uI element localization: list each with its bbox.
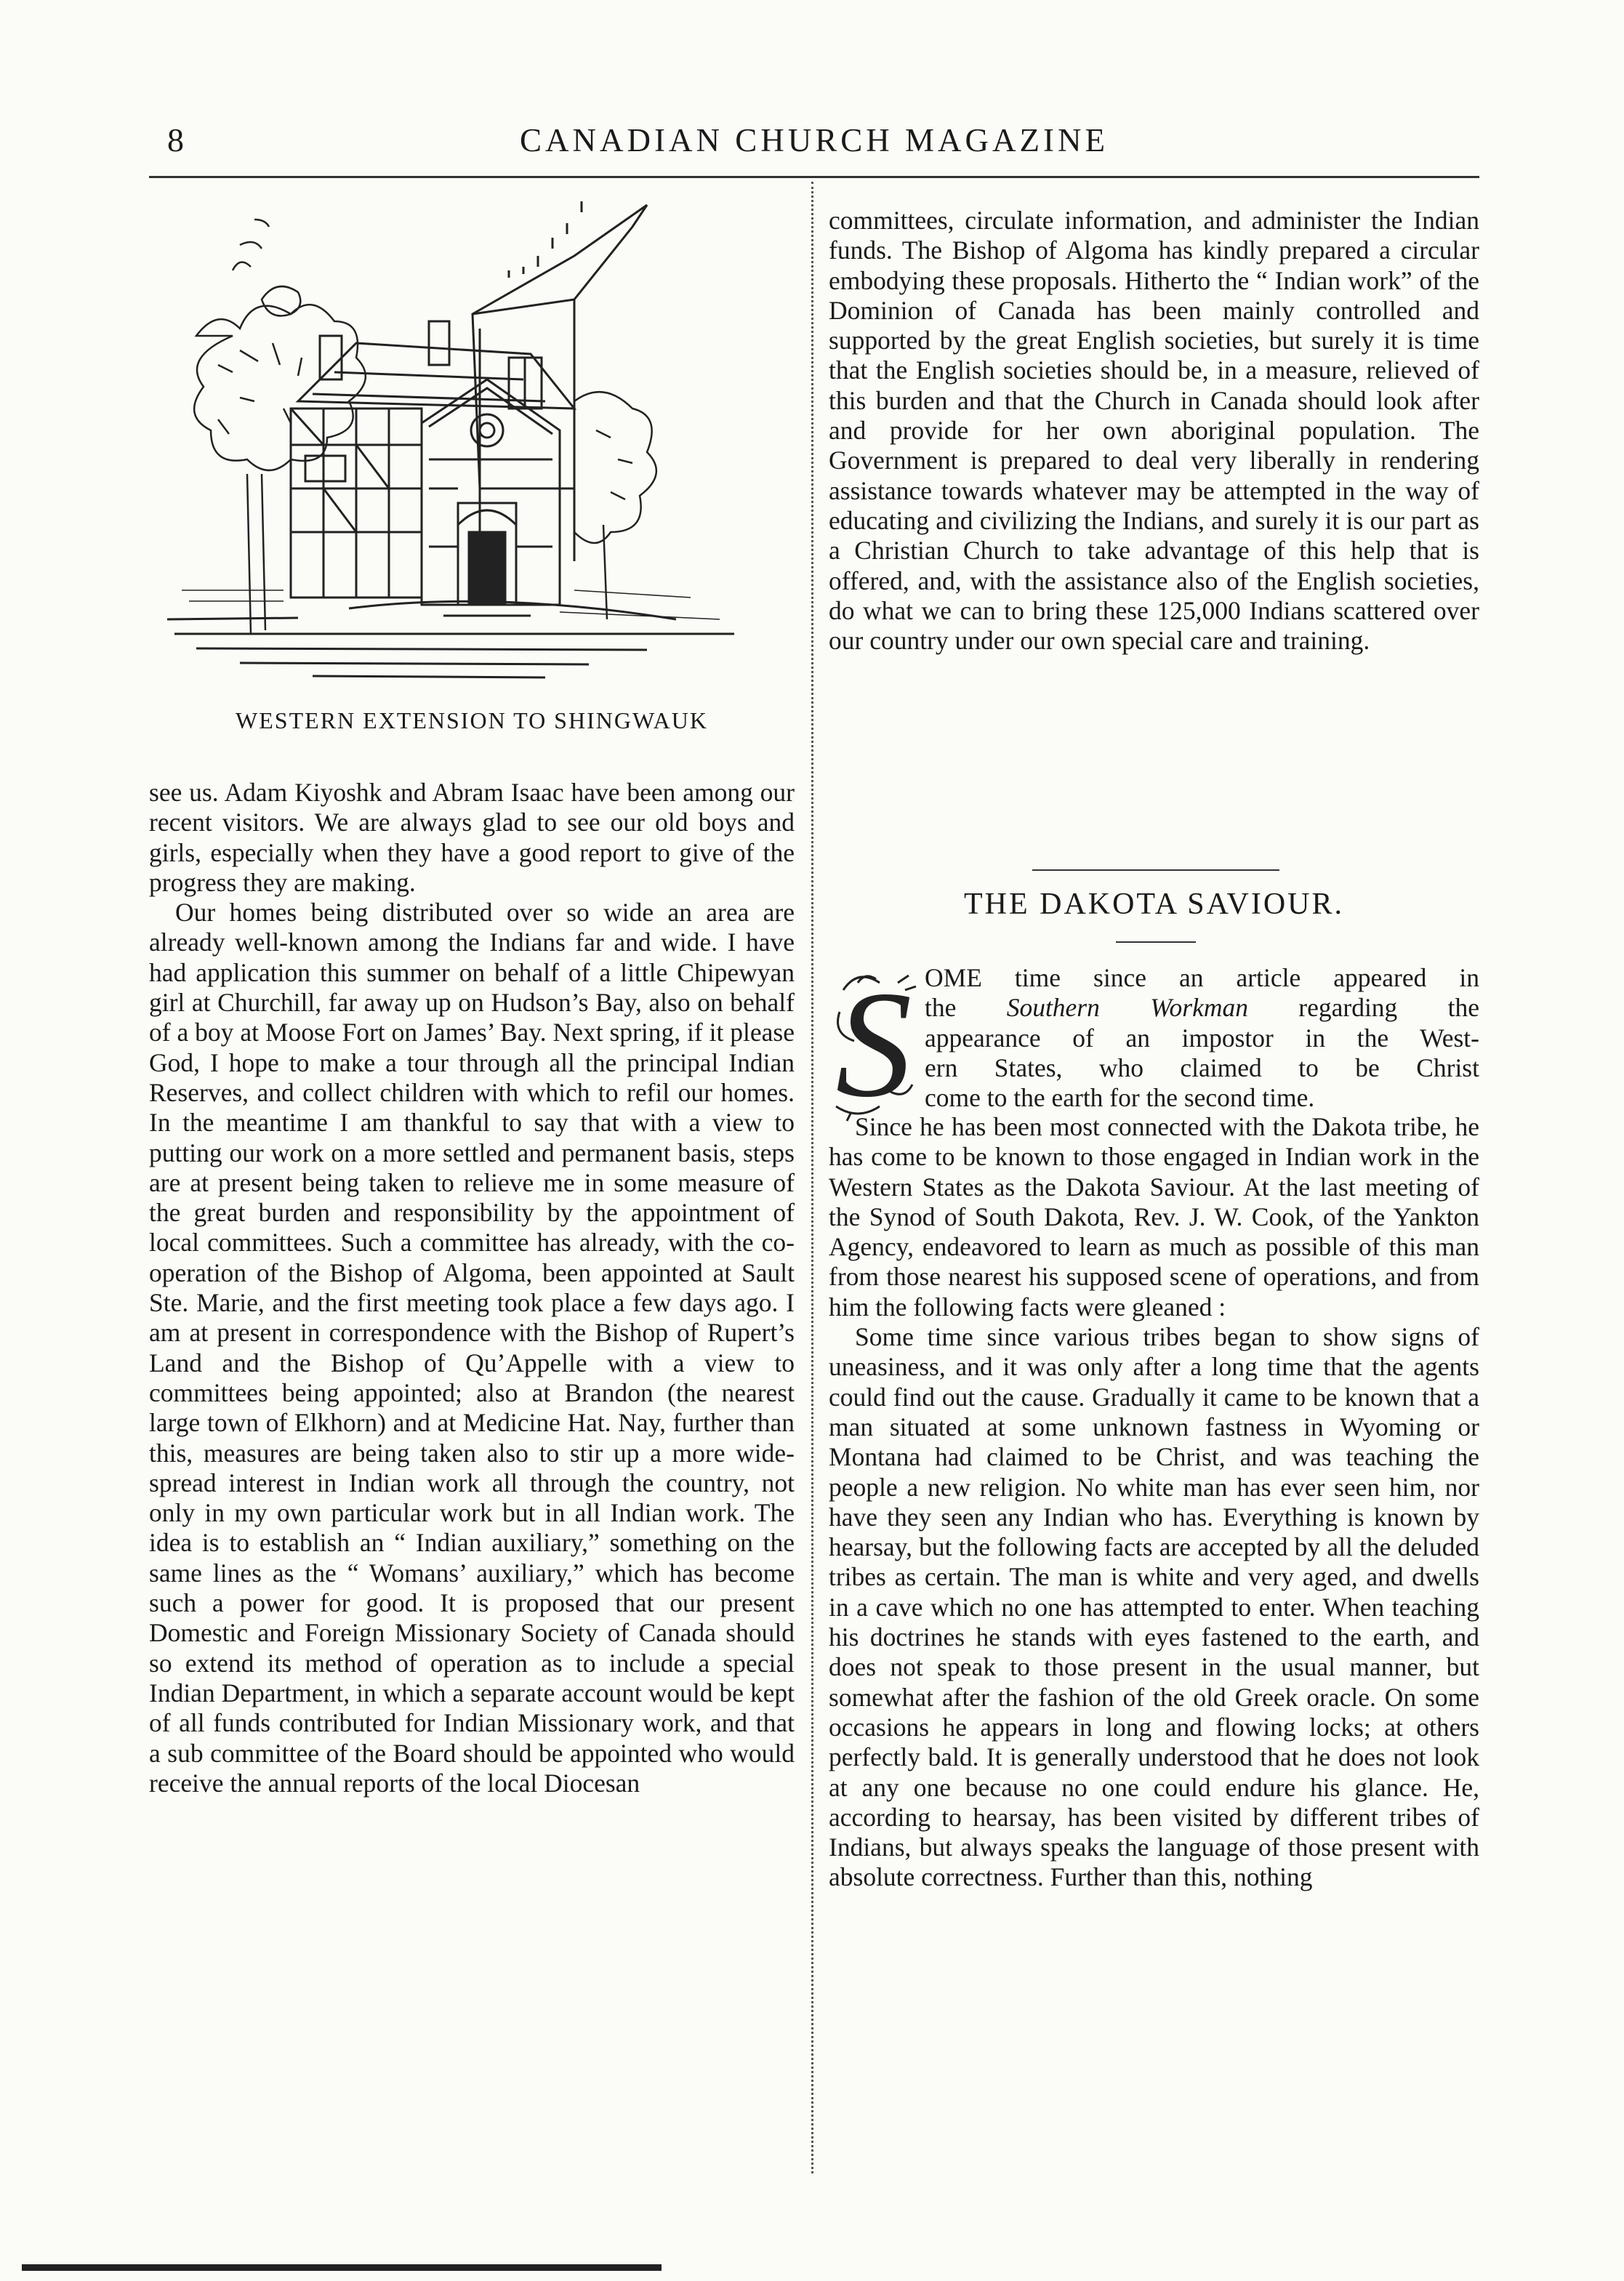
text-fragment: the bbox=[925, 993, 1007, 1023]
page-header bbox=[149, 120, 1479, 171]
paragraph: see us. Adam Kiyoshk and Abram Isaac have been among our recent visitors. We are always glad to see our old boys and girls, especially when they have a good report to give of the progress they are making. bbox=[149, 778, 795, 897]
text-fragment: regarding the bbox=[1247, 993, 1479, 1023]
text-line: appearance of an impostor in the West- bbox=[925, 1023, 1479, 1053]
section-divider bbox=[1032, 869, 1279, 871]
text-line: come to the earth for the second time. bbox=[925, 1083, 1315, 1113]
title-rule bbox=[1116, 941, 1196, 943]
right-column-continuation bbox=[829, 206, 1479, 656]
paragraph: Some time since various tribes began to show signs of uneasiness, and it was only after a long time that the agents could find out the cause. Gradually it came to be known that a man situated at some unknown fastness in Wyoming or Montana had claimed to be Christ, and was teaching the people a new religion. No white man has ever seen him, nor have they seen any Indian who has. Everything is known by hearsay, but the following facts are accepted by all the deluded tribes as certain. The man is white and very aged, and dwells in a cave which no one has attempted to enter. When teaching his doctrines he stands with eyes fastened to the earth, and does not speak to those present in the usual manner, but somewhat after the fashion of the old Greek oracle. On some occasions he appears in long and flowing locks; at others perfectly bald. It is generally understood that he does not look at any one because no one could endure his glance. He, according to hearsay, has been visited by different tribes of Indians, but always speaks the language of those present with absolute correctness. Further than this, nothing bbox=[829, 1322, 1479, 1892]
column-divider bbox=[811, 182, 813, 2173]
drop-cap-text bbox=[925, 963, 1479, 1113]
illustration-caption: WESTERN EXTENSION TO SHINGWAUK bbox=[236, 707, 708, 733]
article-title: THE DAKOTA SAVIOUR. bbox=[963, 888, 1345, 921]
magazine-title: CANADIAN CHURCH MAGAZINE bbox=[520, 122, 1109, 158]
text-line: ern States, who claimed to be Christ bbox=[925, 1053, 1479, 1082]
text-line: OME time since an article appeared in bbox=[925, 963, 1479, 992]
publication-name: Southern Workman bbox=[1006, 993, 1248, 1023]
paragraph: committees, circulate information, and administer the Indian funds. The Bishop of Algoma has kindly prepared a circular embodying these proposals. Hitherto the “ Indian work” of the Dominion of Canada has been mainly controlled and supported by the great English societies, but surely it is time that the English societies should be, in a measure, relieved of this burden and that the Church in Canada should look after and provide for her own aboriginal population. The Government is prepared to deal very liberally in rendering assistance towards whatever may be attempted in the way of educating and civilizing the Indians, and surely it is our part as a Christian Church to take advantage of this help that is offered, and, with the assistance also of the English societies, do what we can to bring these 125,000 Indians scattered over our country under our own special care and training. bbox=[829, 206, 1479, 656]
paragraph: Since he has been most connected with the Dakota tribe, he has come to be known to those engaged in Indian work in the Western States as the Dakota Saviour. At the last meeting of the Synod of South Dakota, Rev. J. W. Cook, of the Yankton Agency, endeavored to learn as much as possible of this man from those nearest his supposed scene of operations, and from him the following facts were gleaned : bbox=[829, 1112, 1479, 1321]
page-number: 8 bbox=[167, 121, 184, 158]
article-body bbox=[829, 1112, 1479, 1893]
drop-cap-letter: S bbox=[835, 961, 912, 1122]
bottom-edge-bar bbox=[22, 2264, 662, 2271]
house-engraving-icon bbox=[167, 183, 771, 692]
left-column bbox=[149, 778, 795, 1798]
header-rule bbox=[149, 176, 1479, 178]
text-line-2 bbox=[925, 993, 1479, 1023]
paragraph: Our homes being distributed over so wide an area are already well-known among the Indians far and wide. I have had application this summer on behalf of a little Chipewyan girl at Churchill, far away up on Hudson’s Bay, also on behalf of a boy at Moose Fort on James’ Bay. Next spring, if it please God, I hope to make a tour through all the principal Indian Reserves, and collect children with which to refil our homes. In the meantime I am thankful to say that with a view to putting our work on a more settled and permanent basis, steps are at present being taken to relieve me in some measure of the great burden and responsibility by the appointment of local committees. Such a committee has already, with the co-operation of the Bishop of Algoma, been appointed at Sault Ste. Marie, and the first meeting took place a few days ago. I am at present in correspondence with the Bishop of Rupert’s Land and the Bishop of Qu’Appelle with a view to committees being appointed; also at Brandon (the nearest large town of Elkhorn) and at Medicine Hat. Nay, further than this, measures are being taken also to stir up a more wide-spread interest in Indian work all through the country, not only in my own particular work but in all Indian work. The idea is to establish an “ Indian auxiliary,” something on the same lines as the “ Womans’ auxiliary,” which has become such a power for good. It is proposed that our present Domestic and Foreign Missionary Society of Canada should so extend its method of operation as to include a special Indian Department, in which a separate account would be kept of all funds contributed for Indian Missionary work, and that a sub committee of the Board should be appointed who would receive the annual reports of the local Diocesan bbox=[149, 898, 795, 1798]
drop-cap bbox=[829, 961, 920, 1122]
